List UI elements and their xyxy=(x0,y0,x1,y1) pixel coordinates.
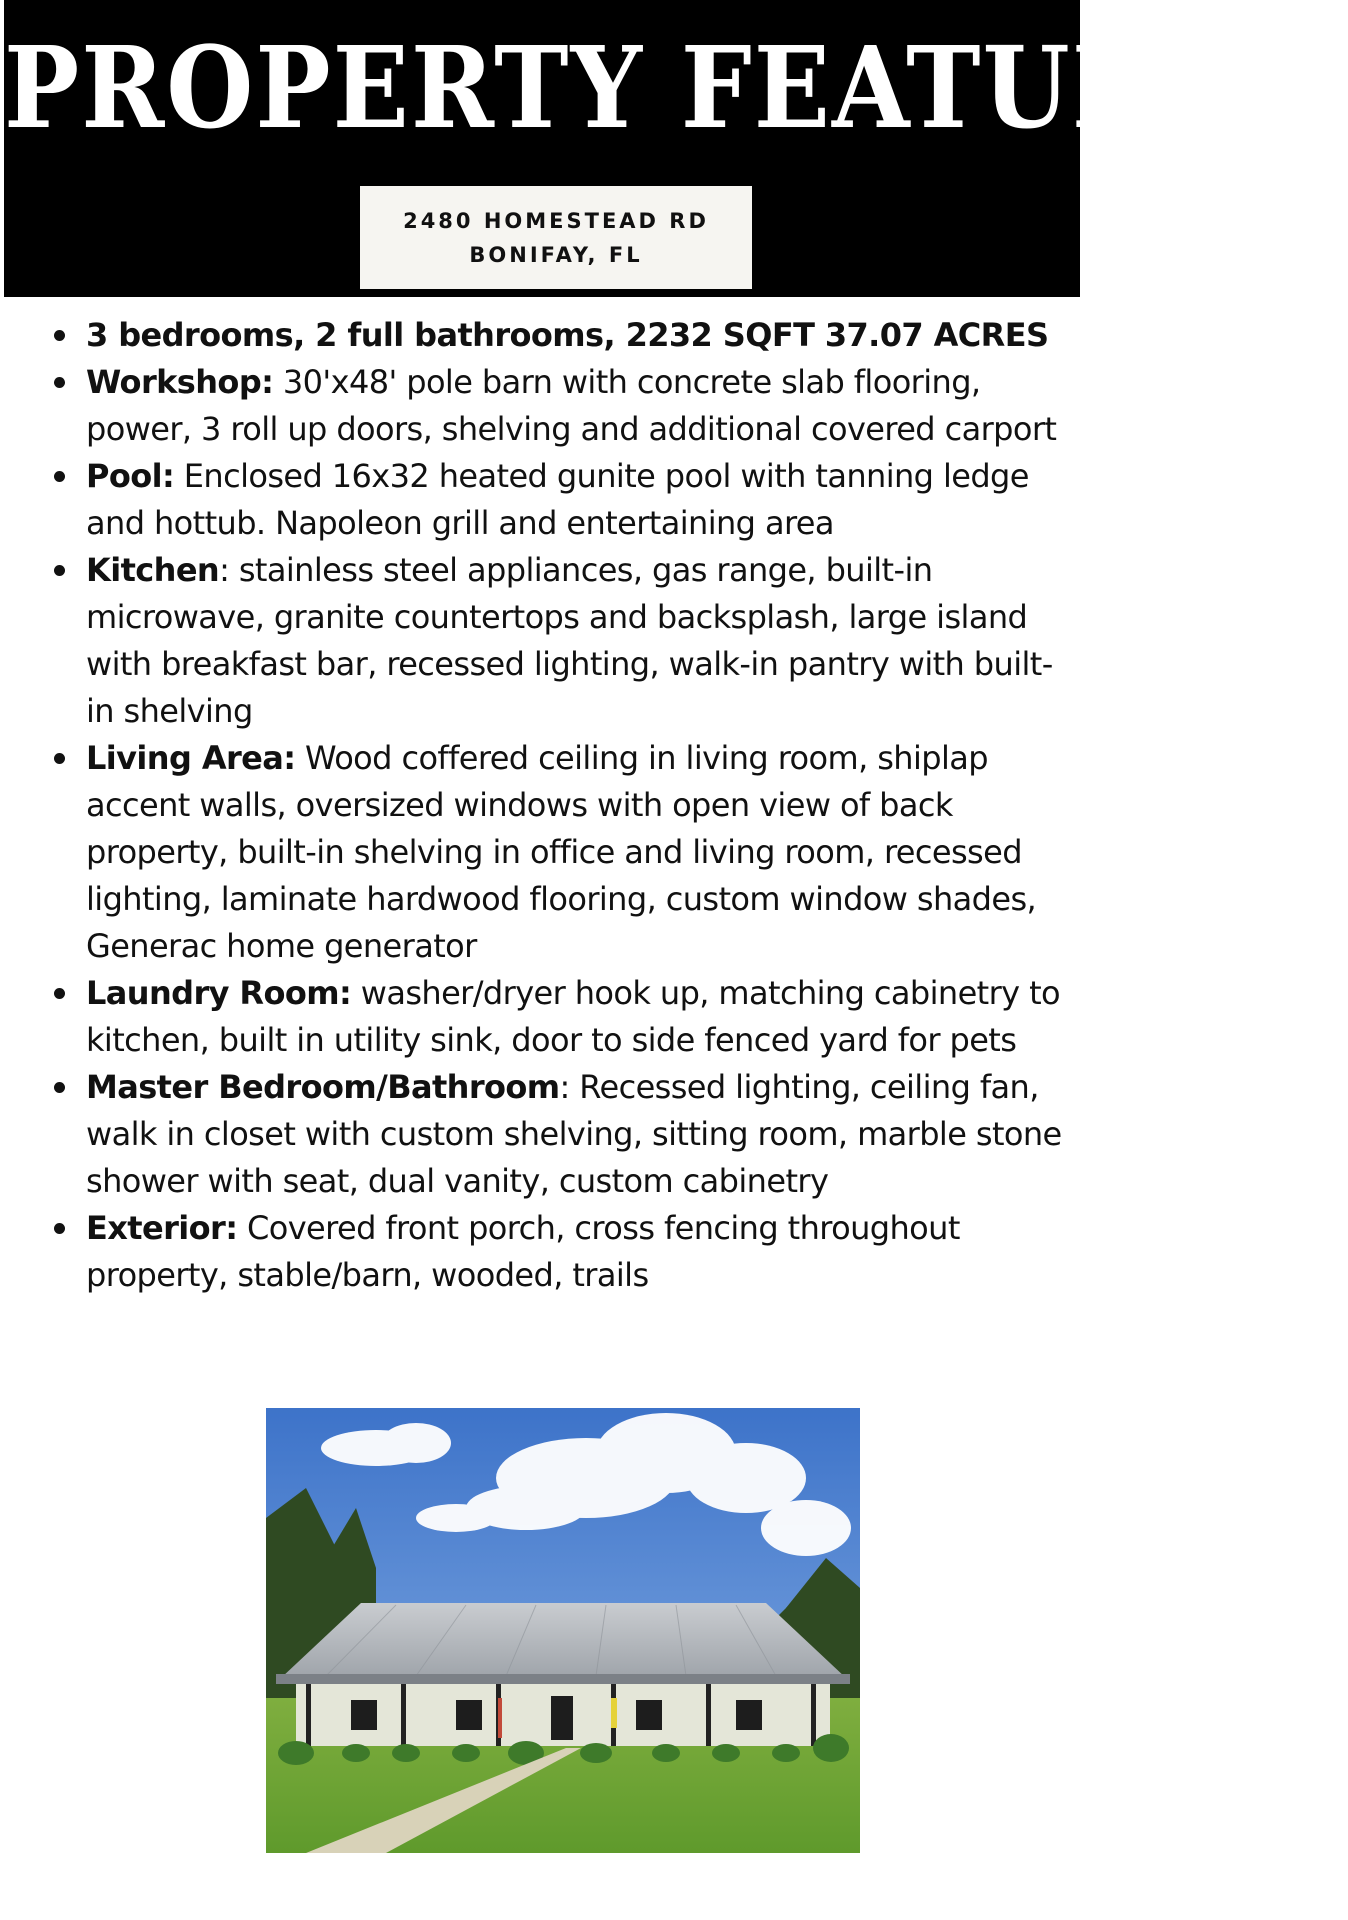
feature-item-pool xyxy=(50,453,1080,547)
feature-item-laundry-room xyxy=(50,970,1080,1064)
feature-item-workshop xyxy=(50,359,1080,453)
feature-label: Laundry Room: xyxy=(86,974,352,1012)
feature-list xyxy=(50,312,1080,1299)
address-box xyxy=(360,186,752,289)
feature-label: Kitchen xyxy=(86,551,220,589)
feature-label: Exterior: xyxy=(86,1209,238,1247)
feature-item-living-area xyxy=(50,735,1080,970)
feature-label: Workshop: xyxy=(86,363,274,401)
feature-label: Master Bedroom/Bathroom xyxy=(86,1068,560,1106)
feature-text: washer/dryer hook up, matching cabinetry to kitchen, built in utility sink, door to side fenced yard for pets xyxy=(86,974,1060,1059)
feature-text: 30'x48' pole barn with concrete slab flooring, power, 3 roll up doors, shelving and additional covered carport xyxy=(86,363,1057,448)
feature-label: 3 bedrooms, 2 full bathrooms, 2232 SQFT 37.07 ACRES xyxy=(86,316,1049,354)
header-banner xyxy=(4,0,1348,297)
feature-label: Pool: xyxy=(86,457,175,495)
feature-text: : Recessed lighting, ceiling fan, walk in closet with custom shelving, sitting room, marble stone shower with seat, dual vanity, custom cabinetry xyxy=(86,1068,1062,1200)
page-title: PROPERTY FEATURES: xyxy=(4,21,1348,155)
feature-item-kitchen xyxy=(50,547,1080,735)
feature-text: : stainless steel appliances, gas range, built-in microwave, granite countertops and backsplash, large island with breakfast bar, recessed lighting, walk-in pantry with built-in shelving xyxy=(86,551,1053,730)
feature-text: Covered front porch, cross fencing throughout property, stable/barn, wooded, trails xyxy=(86,1209,960,1294)
farmhouse-illustration xyxy=(266,1408,860,1853)
address-city: BONIFAY, FL xyxy=(469,242,643,267)
feature-label: Living Area: xyxy=(86,739,296,777)
feature-item-overview xyxy=(50,312,1080,359)
feature-text: Wood coffered ceiling in living room, shiplap accent walls, oversized windows with open view of back property, built-in shelving in office and living room, recessed lighting, laminate hardwood flooring, custom window shades, Generac home generator xyxy=(86,739,1037,965)
feature-item-master-bedroom xyxy=(50,1064,1080,1205)
feature-item-exterior xyxy=(50,1205,1080,1299)
feature-text: Enclosed 16x32 heated gunite pool with tanning ledge and hottub. Napoleon grill and entertaining area xyxy=(86,457,1029,542)
farmhouse-photo xyxy=(266,1408,860,1853)
address-street: 2480 HOMESTEAD RD xyxy=(403,208,709,233)
